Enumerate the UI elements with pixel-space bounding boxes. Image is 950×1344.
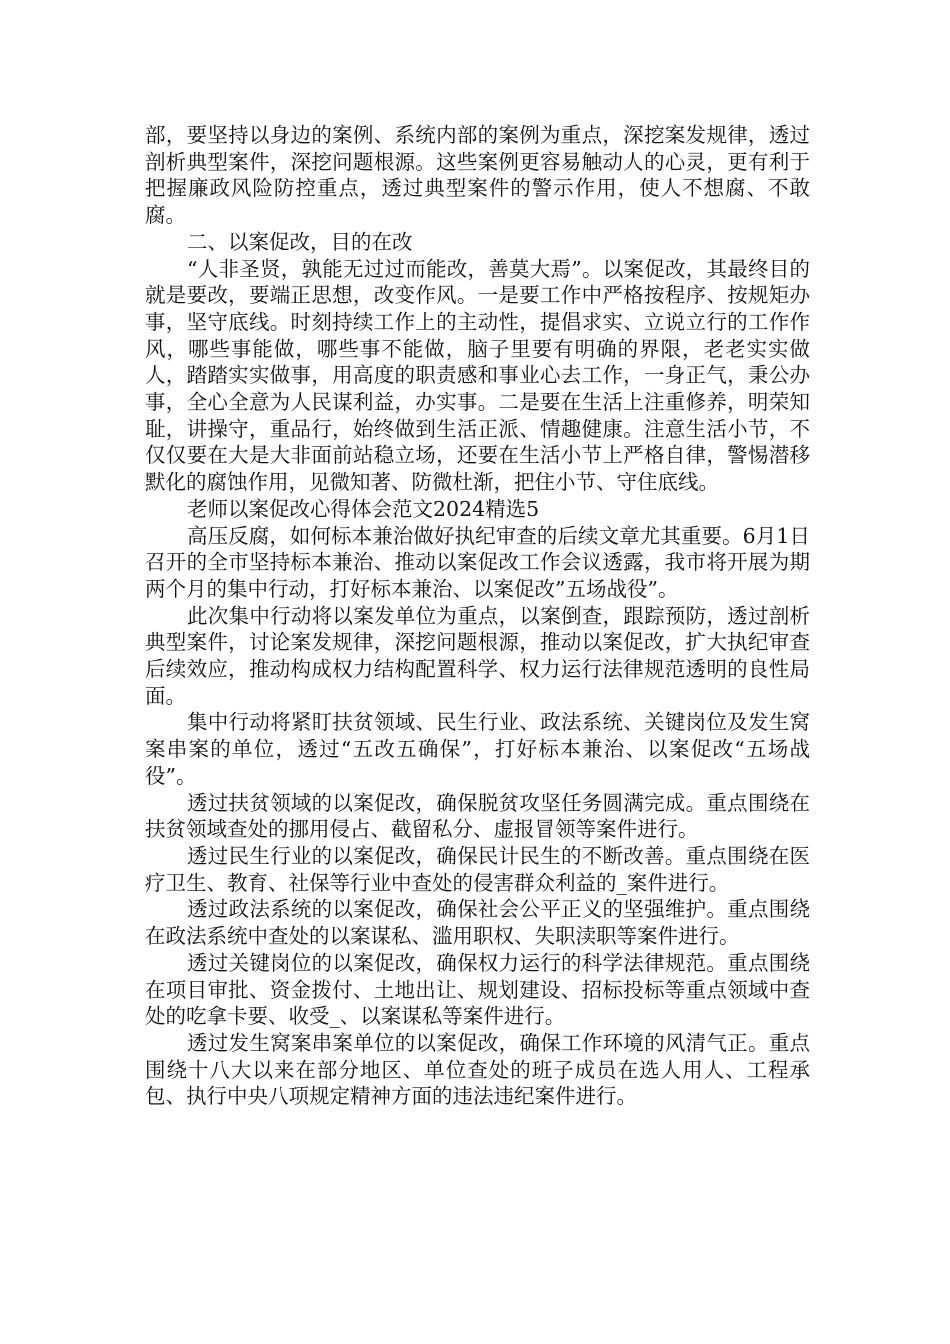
body-paragraph-legal: 透过政法系统的以案促改，确保社会公平正义的坚强维护。重点围绕在政法系统中查处的以案谋私、滥用职权、失职渎职等案件进行。 — [145, 897, 810, 949]
body-paragraph-group-cases: 透过发生窝案串案单位的以案促改，确保工作环境的风清气正。重点围绕十八大以来在部分地区、单位查处的班子成员在选人用人、工程承包、执行中央八项规定精神方面的违法违纪案件进行。 — [145, 1030, 810, 1109]
body-paragraph-key-posts: 透过关键岗位的以案促改，确保权力运行的科学法律规范。重点围绕在项目审批、资金拨付、土地出让、规划建设、招标投标等重点领域中查处的吃拿卡要、收受_、以案谋私等案件进行。 — [145, 950, 810, 1029]
body-paragraph-intro: 高压反腐，如何标本兼治做好执纪审查的后续文章尤其重要。6月1日召开的全市坚持标本兼治、推动以案促改工作会议透露，我市将开展为期两个月的集中行动，打好标本兼治、以案促改”五场战役”。 — [145, 523, 810, 601]
body-paragraph-focus: 此次集中行动将以案发单位为重点，以案倒查，跟踪预防，透过剖析典型案件，讨论案发规律，深挖问题根源，推动以案促改，扩大执纪审查后续效应，推动构成权力结构配置科学、权力运行法律规范透明的良性局面。 — [145, 603, 810, 708]
article-title-5: 老师以案促改心得体会范文2024精选5 — [187, 496, 540, 521]
section-heading-2: 二、以案促改，目的在改 — [187, 229, 413, 254]
document-page — [145, 122, 810, 1110]
body-paragraph-quote: “人非圣贤，孰能无过过而能改，善莫大焉”。以案促改，其最终目的就是要改，要端正思想，改变作风。一是要工作中严格按程序、按规矩办事，坚守底线。时刻持续工作上的主动性，提倡求实、立说立行的工作作风，哪些事能做，哪些事不能做，脑子里要有明确的界限，老老实实做人，踏踏实实做事，用高度的职责感和事业心去工作，一身正气，秉公办事，全心全意为人民谋利益，办实事。二是要在生活上注重修养，明荣知耻，讲操守，重品行，始终做到生活正派、情趣健康。注意生活小节，不仅仅要在大是大非面前站稳立场，还要在生活小节上严格自律，警惕潜移默化的腐蚀作用，见微知著、防微杜渐，把住小节、守住底线。 — [145, 256, 810, 495]
body-paragraph-continued: 部，要坚持以身边的案例、系统内部的案例为重点，深挖案发规律，透过剖析典型案件，深挖问题根源。这些案例更容易触动人的心灵，更有利于把握廉政风险防控重点，透过典型案件的警示作用，使人不想腐、不敢腐。 — [145, 123, 810, 228]
body-paragraph-targets: 集中行动将紧盯扶贫领域、民生行业、政法系统、关键岗位及发生窝案串案的单位，透过“五改五确保”，打好标本兼治、以案促改“五场战役”。 — [145, 710, 810, 788]
body-paragraph-livelihood: 透过民生行业的以案促改，确保民计民生的不断改善。重点围绕在医疗卫生、教育、社保等行业中查处的侵害群众利益的_案件进行。 — [145, 843, 810, 895]
body-paragraph-poverty: 透过扶贫领域的以案促改，确保脱贫攻坚任务圆满完成。重点围绕在扶贫领域查处的挪用侵占、截留私分、虚报冒领等案件进行。 — [145, 790, 810, 842]
